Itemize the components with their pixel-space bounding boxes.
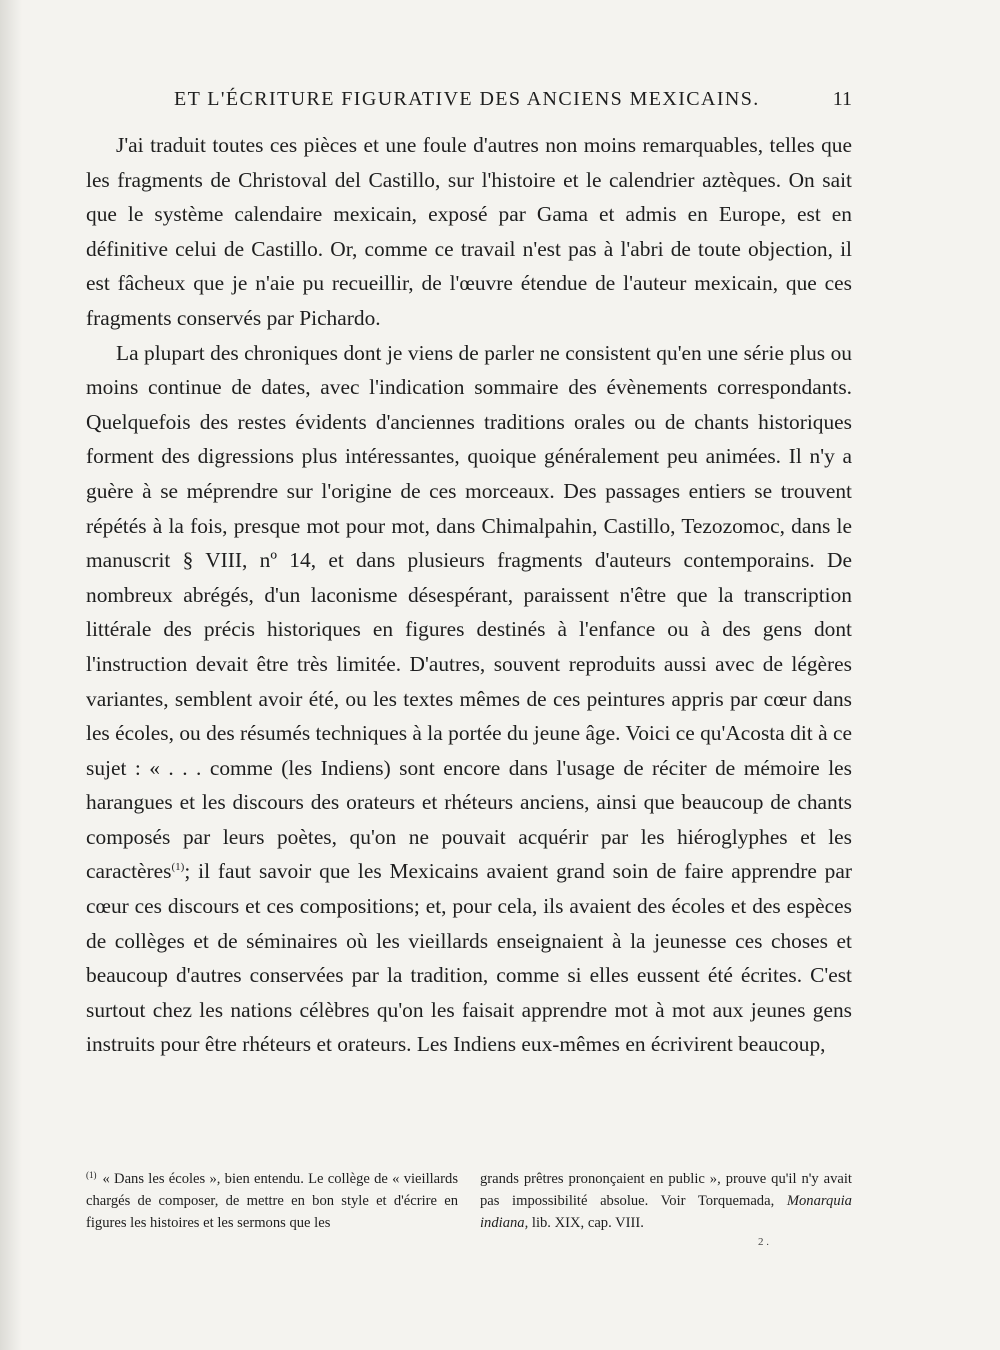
page-number: 11 [832,88,852,110]
page-header [82,88,852,120]
paragraph-2-text-b: ; il faut savoir que les Mexicains avaient grand soin de faire apprendre par cœur ces discours et ces compositions; et, pour cela, ils avaient des écoles et des espèces de collèges et de séminaires où les vieillards enseignaient à la jeunesse ces choses et beaucoup d'autres conservées par la tradition, comme si elles eussent été écrites. C'est surtout chez les nations célèbres qu'on les faisait apprendre mot à mot aux jeunes gens instruits pour être rhéteurs et orateurs. Les Indiens eux-mêmes en écrivirent beaucoup, [86,859,852,1057]
footnote-text-3: lib. XIX, cap. VIII. [531,1215,644,1231]
footnote-marker: (1) [86,1170,97,1180]
footnote-book-title: Monarquia indiana, [480,1193,852,1231]
footnote-column-1 [86,1168,458,1234]
paragraph-1: J'ai traduit toutes ces pièces et une foule d'autres non moins remarquables, telles que les fragments de Christoval del Castillo, sur l'histoire et le calendrier aztèques. On sait que le système calendaire mexicain, exposé par Gama et admis en Europe, est en définitive celui de Castillo. Or, comme ce travail n'est pas à l'abri de toute objection, il est fâcheux que je n'aie pu recueillir, de l'œuvre étendue de l'auteur mexicain, que ces fragments conservés par Pichardo. [86,133,852,330]
page-binding-shadow [0,0,22,1350]
footnote-reference: (1) [171,861,185,874]
footnote-column-2 [480,1168,852,1234]
paragraph-2-text-a: La plupart des chroniques dont je viens de parler ne consistent qu'en une série plus ou moins continue de dates, avec l'indication sommaire des évènements correspondants. Quelquefois des restes évidents d'anciennes traditions orales ou de chants historiques forment des digressions plus intéressantes, quoique généralement peu animées. Il n'y a guère à se méprendre sur l'origine de ces morceaux. Des passages entiers se trouvent répétés à la fois, presque mot pour mot, dans Chimalpahin, Castillo, Tezozomoc, dans le manuscrit § VIII, nº 14, et dans plusieurs fragments d'auteurs contemporains. De nombreux abrégés, d'un laconisme désespérant, paraissent n'être que la transcription littérale des précis historiques en figures destinés à l'enfance ou à des gens dont l'instruction devait être très limitée. D'autres, souvent reproduits aussi avec de légères variantes, semblent avoir été, ou les textes mêmes de ces peintures appris par cœur dans les écoles, ou des résumés techniques à la portée du jeune âge. Voici ce qu'Acosta dit à ce sujet : « . . . comme (les Indiens) sont encore dans l'usage de réciter de mémoire les harangues et les discours des orateurs et rhéteurs anciens, ainsi que beaucoup de chants composés par leurs poètes, qu'on ne pouvait acquérir par les hiéroglyphes et les caractères [86,340,852,884]
footnote-text-2: grands prêtres prononçaient en public », prouve qu'il n'y avait pas impossibilité absolue. Voir Torquemada, [480,1171,852,1209]
footnotes [86,1168,852,1234]
signature-mark: 2 . [758,1236,769,1248]
main-text [86,128,852,1062]
paragraph-2 [86,336,852,1062]
footnote-text-1: « Dans les écoles », bien entendu. Le collège de « vieillards chargés de composer, de mettre en bon style et d'écrire en figures les histoires et les sermons que les [86,1171,458,1231]
running-title: ET L'ÉCRITURE FIGURATIVE DES ANCIENS MEXICAINS. [174,88,760,110]
